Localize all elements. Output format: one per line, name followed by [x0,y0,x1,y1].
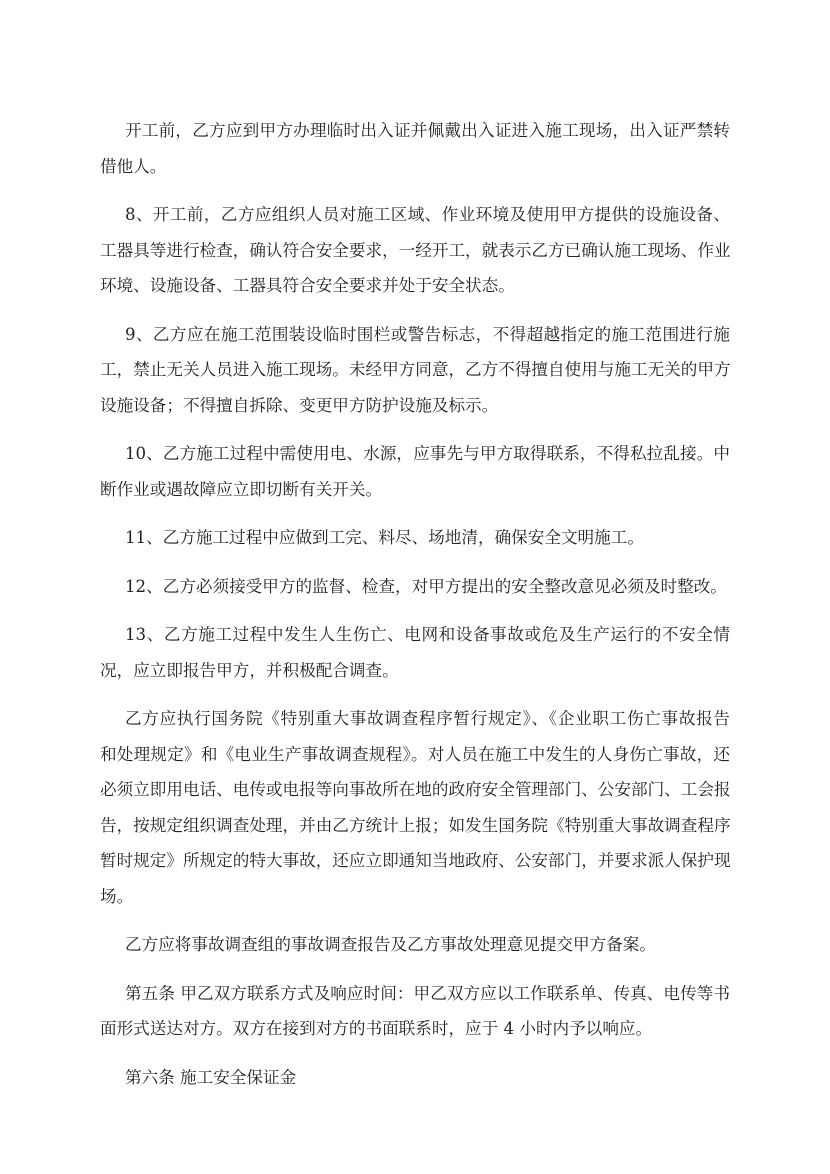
text-line: 乙方应执行国务院《特别重大事故调查程序暂行规定》、《企业职工伤亡事故报告 [125,709,730,728]
text-line: 11、乙方施工过程中应做到工完、料尽、场地清，确保安全文明施工。 [125,528,644,547]
paragraph [100,927,730,963]
text-line: 场。 [100,886,134,906]
text-line: 暂时规定》所规定的特大事故，还应立即通知当地政府、公安部门，并要求派人保护现 [100,851,731,870]
text-line: 8、开工前，乙方应组织人员对施工区域、作业环境及使用甲方提供的设施设备、 [125,205,730,224]
paragraph [100,1060,730,1096]
text-line: 工，禁止无关人员进入施工现场。未经甲方同意，乙方不得擅自使用与施工无关的甲方 [100,360,731,379]
text-line: 告，按规定组织调查处理，并由乙方统计上报；如发生国务院《特别重大事故调查程序 [100,815,731,835]
paragraph [100,569,730,605]
paragraph [100,976,730,1047]
text-line: 第五条 甲乙双方联系方式及响应时间：甲乙双方应以工作联系单、传真、电传等书 [125,983,730,1003]
text-line: 13、乙方施工过程中发生人生伤亡、电网和设备事故或危及生产运行的不安全情 [125,625,730,644]
text-line: 必须立即用电话、电传或电报等向事故所在地的政府安全管理部门、公安部门、工会报 [100,780,731,799]
text-line: 乙方应将事故调查组的事故调查报告及乙方事故处理意见提交甲方备案。 [125,935,656,954]
paragraph [100,436,730,507]
document-body [100,113,730,1108]
paragraph [100,701,730,914]
paragraph [100,617,730,688]
text-line: 断作业或遇故障应立即切断有关开关。 [100,479,383,499]
paragraph [100,113,730,184]
text-line: 和处理规定》和《电业生产事故调查规程》。对人员在施工中发生的人身伤亡事故，还 [100,744,730,764]
text-line: 环境、设施设备、工器具符合安全要求并处于安全状态。 [100,276,515,295]
text-line: 借他人。 [100,156,167,176]
paragraph [100,520,730,556]
text-line: 12、乙方必须接受甲方的监督、检查，对甲方提出的安全整改意见必须及时整改。 [125,576,727,596]
text-line: 工器具等进行检查，确认符合安全要求，一经开工，就表示乙方已确认施工现场、作业 [100,240,731,260]
paragraph [100,317,730,424]
text-line: 况，应立即报告甲方，并积极配合调查。 [100,660,399,680]
text-line: 面形式送达对方。双方在接到对方的书面联系时，应于 4 小时内予以响应。 [100,1019,653,1038]
text-line: 开工前，乙方应到甲方办理临时出入证并佩戴出入证进入施工现场，出入证严禁转 [125,121,730,140]
text-line: 10、乙方施工过程中需使用电、水源，应事先与甲方取得联系，不得私拉乱接。中 [125,444,730,463]
paragraph [100,197,730,304]
text-line: 设施设备；不得擅自拆除、变更甲方防护设施及标示。 [100,395,499,415]
text-line: 第六条 施工安全保证金 [125,1067,297,1087]
text-line: 9、乙方应在施工范围装设临时围栏或警告标志，不得超越指定的施工范围进行施 [125,324,730,344]
